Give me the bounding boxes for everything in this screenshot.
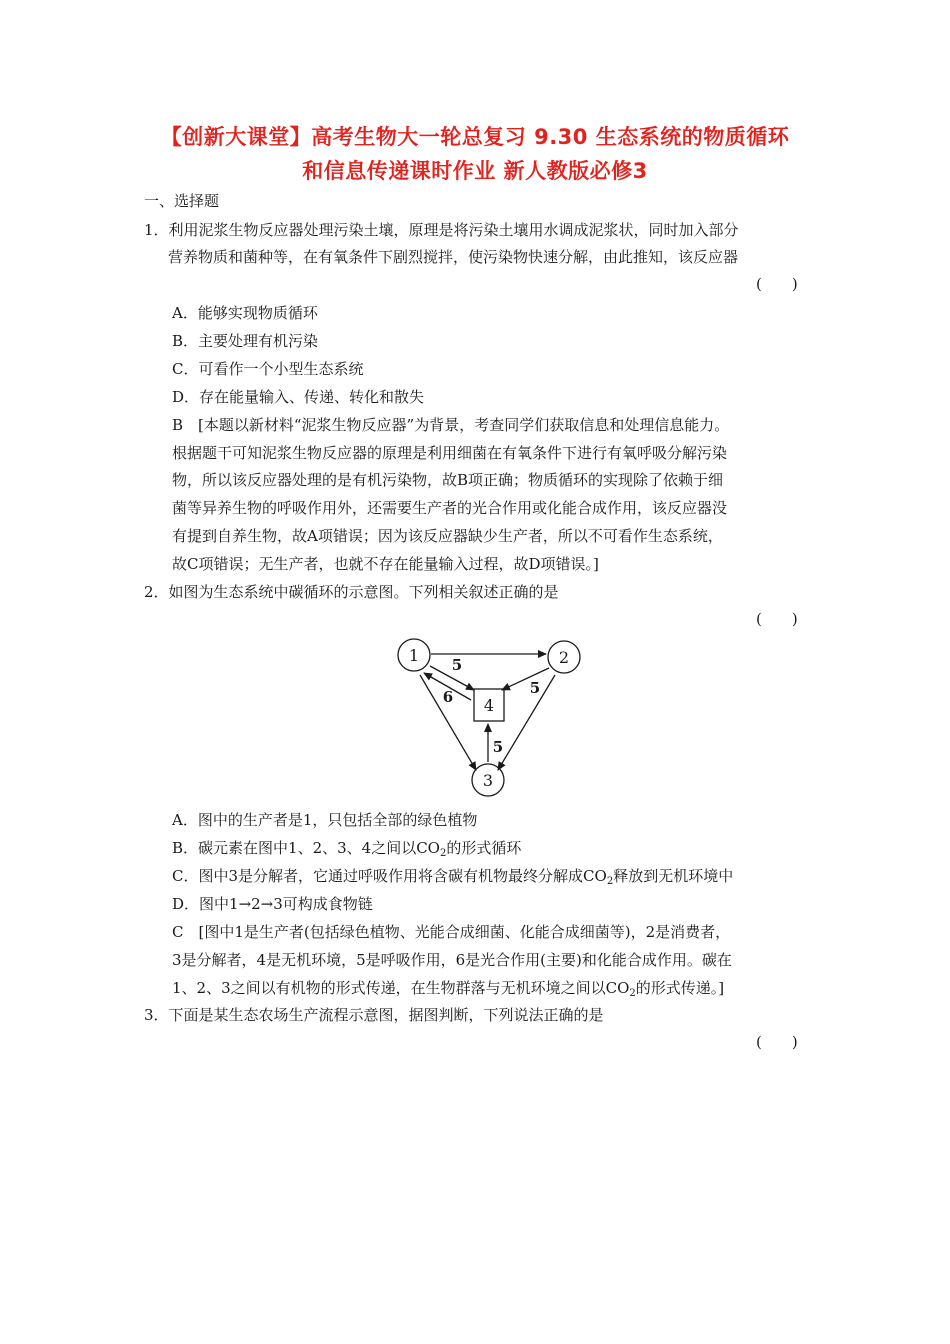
- document-title-line1: 【创新大课堂】高考生物大一轮总复习 9.30 生态系统的物质循环: [160, 125, 790, 149]
- q3-answer-blank: ( ): [756, 1033, 798, 1051]
- q2-explanation-line3: 1、2、3之间以有机物的形式传递，在生物群落与无机环境之间以$CO_2$的形式传递。]: [172, 979, 725, 999]
- edge-label-1-4: 5: [451, 656, 463, 674]
- q1-option-d: D．存在能量输入、传递、转化和散失: [172, 388, 425, 406]
- q1-explanation-line2: 根据题干可知泥浆生物反应器的原理是利用细菌在有氧条件下进行有氧呼吸分解污染: [172, 444, 728, 462]
- arrow-2-to-4: [502, 668, 549, 690]
- node-3-label: 3: [482, 771, 494, 790]
- q2-option-d: D．图中1→2→3可构成食物链: [172, 895, 373, 913]
- q1-explanation-line1: B [本题以新材料“泥浆生物反应器”为背景，考查同学们获取信息和处理信息能力。: [172, 416, 730, 434]
- q2-explanation-line1: C [图中1是生产者(包括绿色植物、光能合成细菌、化能合成细菌等)，2是消费者，: [172, 923, 731, 941]
- q2-option-b: B．碳元素在图中1、2、3、4之间以$CO_2$的形式循环: [172, 839, 522, 859]
- edge-label-4-1: 6: [442, 688, 454, 706]
- edge-label-3-4: 5: [492, 738, 504, 756]
- q2-option-c: C．图中3是分解者，它通过呼吸作用将含碳有机物最终分解成$CO_2$释放到无机环境中: [172, 867, 734, 887]
- q1-option-b: B．主要处理有机污染: [172, 332, 319, 350]
- q1-explanation-line5: 有提到自养生物，故A项错误；因为该反应器缺少生产者，所以不可看作生态系统，: [172, 527, 723, 545]
- q2-stem: 2．如图为生态系统中碳循环的示意图。下列相关叙述正确的是: [144, 583, 559, 601]
- node-4-label: 4: [483, 696, 495, 715]
- q1-answer-blank: ( ): [756, 275, 798, 293]
- q1-explanation-line3: 物，所以该反应器处理的是有机污染物，故B项正确；物质循环的实现除了依赖于细: [172, 471, 724, 489]
- q1-explanation-line4: 菌等异养生物的呼吸作用外，还需要生产者的光合作用或化能合成作用，该反应器没: [172, 499, 728, 517]
- node-2-label: 2: [558, 648, 570, 667]
- carbon-cycle-diagram: [380, 630, 600, 805]
- q1-option-a: A．能够实现物质循环: [172, 304, 318, 322]
- q1-stem-line2: 营养物质和菌种等，在有氧条件下剧烈搅拌，使污染物快速分解，由此推知，该反应器: [168, 248, 739, 266]
- section-heading: 一、选择题: [144, 192, 220, 210]
- q1-option-c: C．可看作一个小型生态系统: [172, 360, 364, 378]
- q1-stem-line1: 1．利用泥浆生物反应器处理污染土壤，原理是将污染土壤用水调成泥浆状，同时加入部分: [144, 221, 739, 239]
- document-title-line2: 和信息传递课时作业 新人教版必修3: [302, 159, 648, 183]
- edge-label-2-4: 5: [529, 679, 541, 697]
- q1-explanation-line6: 故C项错误；无生产者，也就不存在能量输入过程，故D项错误。]: [172, 555, 599, 573]
- q2-option-a: A．图中的生产者是1，只包括全部的绿色植物: [172, 811, 478, 829]
- q2-answer-blank: ( ): [756, 610, 798, 628]
- node-1-label: 1: [408, 646, 420, 665]
- q2-explanation-line2: 3是分解者，4是无机环境，5是呼吸作用，6是光合作用(主要)和化能合成作用。碳在: [172, 951, 732, 969]
- q3-stem: 3．下面是某生态农场生产流程示意图，据图判断，下列说法正确的是: [144, 1006, 604, 1024]
- arrow-2-to-3: [498, 675, 555, 770]
